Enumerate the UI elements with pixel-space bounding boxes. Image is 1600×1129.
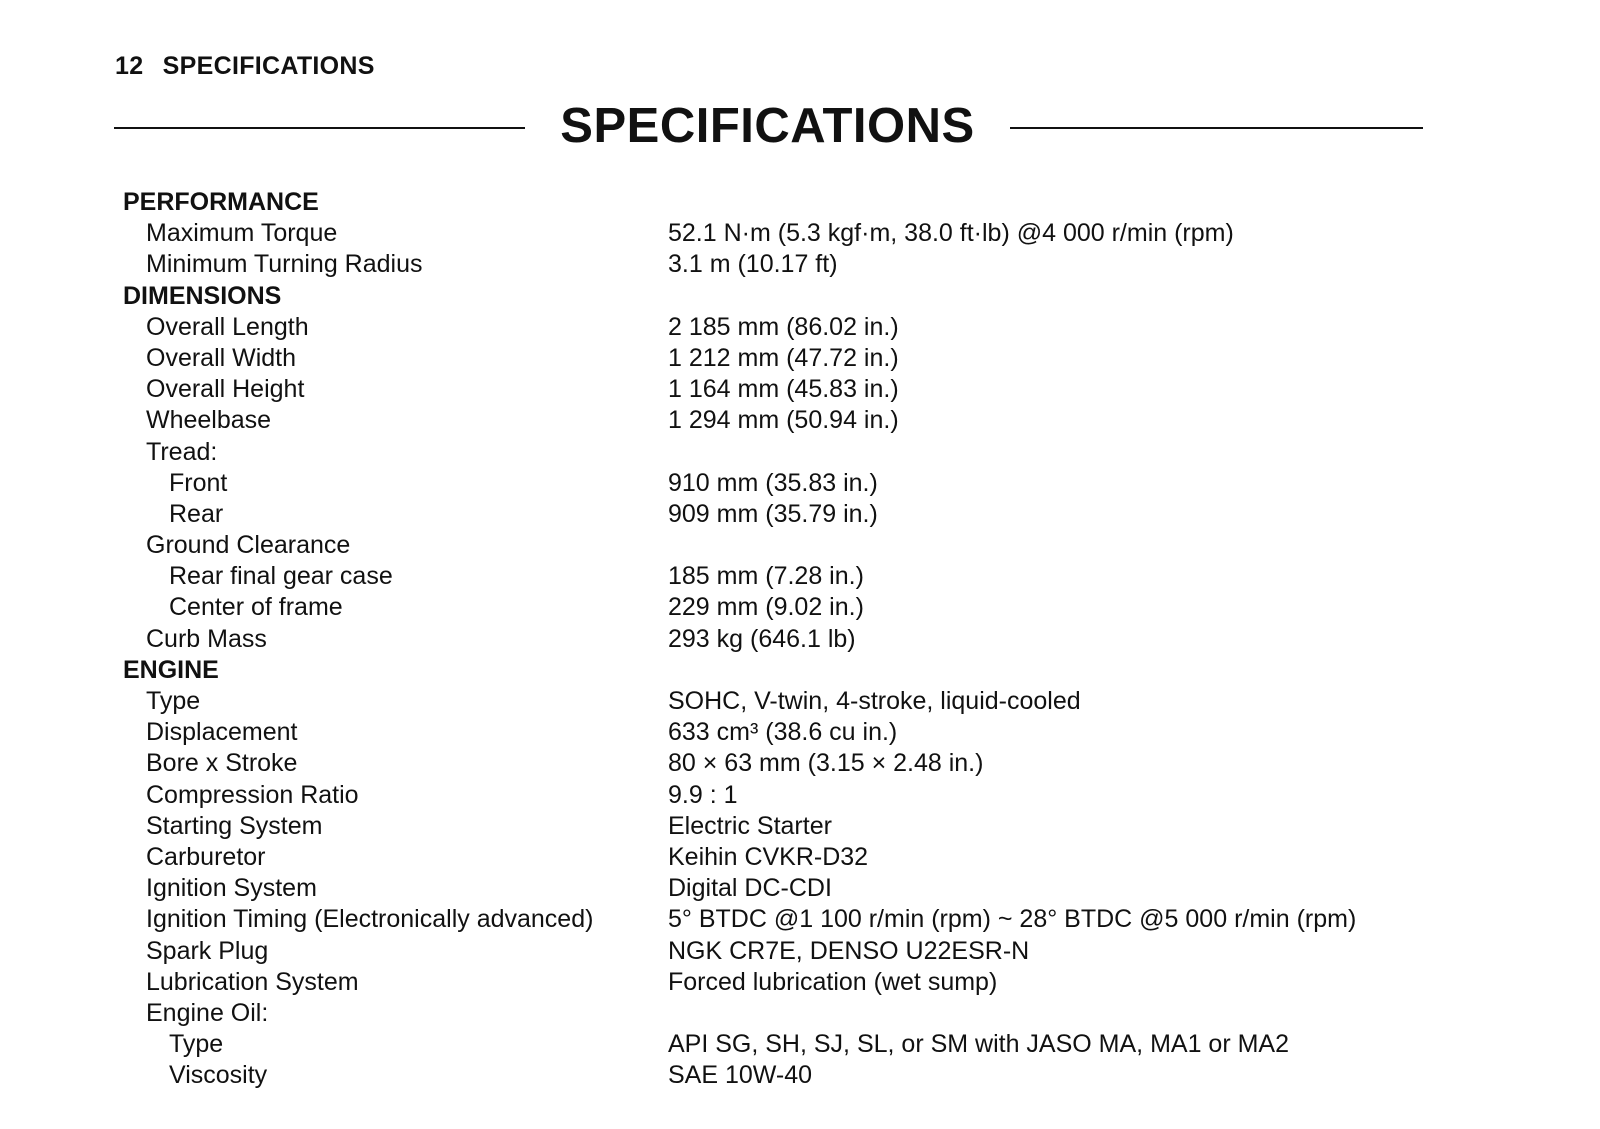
section-heading-row [123,281,1423,312]
spec-value: Forced lubrication (wet sump) [668,967,998,996]
spec-value: NGK CR7E, DENSO U22ESR-N [668,936,1030,965]
spec-value: 633 cm³ (38.6 cu in.) [668,718,898,747]
spec-row [123,717,1423,748]
spec-value: 1 212 mm (47.72 in.) [668,343,899,372]
specifications-table [123,187,1423,1091]
spec-value: 909 mm (35.79 in.) [668,499,878,528]
spec-row [123,468,1423,499]
title-rule-right [1010,127,1423,129]
spec-row [123,249,1423,280]
spec-row [123,374,1423,405]
spec-label: Displacement [146,718,298,747]
spec-row [123,873,1423,904]
spec-value: 3.1 m (10.17 ft) [668,250,838,279]
spec-row [123,904,1423,935]
spec-label: Lubrication System [146,967,359,996]
section-heading: ENGINE [123,655,219,684]
spec-label: Center of frame [169,593,343,622]
page-title: SPECIFICATIONS [560,99,975,153]
page-number: 12 [115,52,144,80]
spec-label: Rear [169,499,224,528]
spec-label: Type [146,687,201,715]
spec-label: Engine Oil: [146,998,269,1027]
spec-row [123,780,1423,811]
spec-value: Keihin CVKR-D32 [668,842,869,871]
spec-label: Compression Ratio [146,780,359,809]
spec-value: Electric Starter [668,811,832,840]
spec-row [123,343,1423,374]
spec-value: API SG, SH, SJ, SL, or SM with JASO MA, MA1 or MA2 [668,1030,1289,1059]
spec-label: Rear final gear case [169,562,393,591]
spec-value: 293 kg (646.1 lb) [668,624,856,653]
spec-label: Minimum Turning Radius [146,250,423,279]
spec-label: Overall Length [146,312,309,341]
spec-label: Spark Plug [146,936,269,965]
spec-row [123,998,1423,1029]
spec-value: 52.1 N·m (5.3 kgf·m, 38.0 ft·lb) @4 000 r/min (rpm) [668,219,1234,248]
spec-label: Curb Mass [146,624,267,653]
spec-label: Viscosity [169,1061,268,1090]
spec-value: SOHC, V-twin, 4-stroke, liquid-cooled [668,687,1081,715]
spec-label: Tread: [146,437,218,466]
spec-value: 1 164 mm (45.83 in.) [668,375,899,404]
spec-value: 229 mm (9.02 in.) [668,593,864,622]
spec-row [123,561,1423,592]
spec-label: Type [169,1030,224,1059]
spec-label: Carburetor [146,842,266,871]
spec-row [123,748,1423,779]
spec-value: Digital DC-CDI [668,874,832,903]
section-heading: DIMENSIONS [123,281,282,310]
spec-row [123,405,1423,436]
spec-value: 80 × 63 mm (3.15 × 2.48 in.) [668,749,984,778]
spec-label: Wheelbase [146,406,272,435]
spec-label: Bore x Stroke [146,749,298,778]
spec-label: Front [169,468,228,497]
spec-value: 910 mm (35.83 in.) [668,468,878,497]
spec-row [123,530,1423,561]
spec-value: 1 294 mm (50.94 in.) [668,406,899,435]
spec-label: Overall Width [146,343,297,372]
spec-label: Starting System [146,811,323,840]
spec-value: 9.9 : 1 [668,780,738,809]
spec-row [123,1029,1423,1060]
spec-label: Ignition System [146,874,317,903]
spec-row [123,686,1423,717]
spec-value: 185 mm (7.28 in.) [668,562,864,591]
spec-value: 5° BTDC @1 100 r/min (rpm) ~ 28° BTDC @5 000 r/min (rpm) [668,905,1357,934]
running-section-title: SPECIFICATIONS [162,52,375,80]
title-rule-left [114,127,525,129]
spec-row [123,967,1423,998]
spec-value: SAE 10W-40 [668,1061,813,1090]
spec-row [123,624,1423,655]
spec-label: Ground Clearance [146,531,351,560]
page-header [115,52,375,81]
spec-row [123,842,1423,873]
section-heading-row [123,655,1423,686]
spec-row [123,312,1423,343]
spec-value: 2 185 mm (86.02 in.) [668,312,899,341]
spec-row [123,592,1423,623]
spec-label: Maximum Torque [146,219,338,248]
spec-row [123,437,1423,468]
spec-row [123,1060,1423,1091]
section-heading: PERFORMANCE [123,188,319,216]
spec-label: Ignition Timing (Electronically advanced) [146,905,594,934]
spec-label: Overall Height [146,375,305,404]
spec-row [123,811,1423,842]
section-heading-row [123,187,1423,218]
spec-row [123,936,1423,967]
spec-row [123,499,1423,530]
spec-row [123,218,1423,249]
